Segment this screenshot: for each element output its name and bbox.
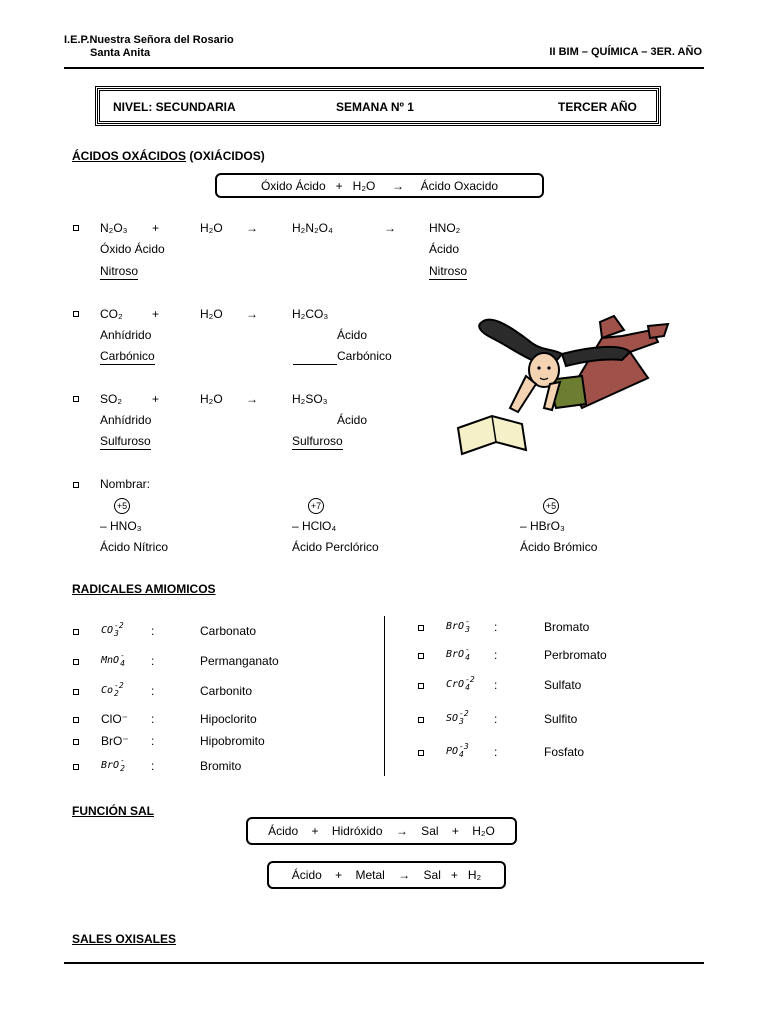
bullet: [73, 225, 79, 231]
banner-semana: SEMANA Nº 1: [336, 100, 414, 114]
bullet: [73, 311, 79, 317]
separator: :: [151, 712, 155, 726]
oxide-name: Anhídrido: [100, 413, 152, 427]
arrow: →: [246, 221, 258, 235]
bullet: [418, 750, 424, 756]
product-acid: H₂SO₃: [292, 392, 328, 406]
bullet: [418, 683, 424, 689]
blank-underline: [293, 364, 337, 365]
header-divider: [64, 67, 704, 69]
radical-name: Sulfito: [544, 712, 578, 726]
general-equation-box: Óxido Ácido + H₂O → Ácido Oxacido: [215, 173, 544, 198]
section-title-sales-oxisales: [72, 932, 176, 946]
oxide-name-suffix: Nitroso: [100, 264, 139, 278]
bullet: [418, 717, 424, 723]
bullet: [73, 764, 79, 770]
oxidation-state-badge: +7: [308, 498, 324, 514]
radical-name: Permanganato: [200, 654, 279, 668]
column-divider: [384, 616, 385, 776]
separator: :: [494, 620, 498, 634]
separator: :: [494, 648, 498, 662]
acid-formula: – HBrO₃: [520, 519, 565, 533]
school-campus: Santa Anita: [90, 47, 151, 59]
reactant-water: H₂O: [200, 221, 223, 235]
radical-name: Hipoclorito: [200, 712, 257, 726]
radical-formula: CO -2 3: [101, 621, 124, 638]
radical-name: Carbonato: [200, 624, 257, 638]
reactant-water: H₂O: [200, 307, 223, 321]
bullet: [73, 689, 79, 695]
section-title-funcion-sal: [72, 804, 154, 818]
separator: :: [494, 745, 498, 759]
section-title-main: ÁCIDOS OXÁCIDOS: [72, 149, 187, 163]
acid-name: Ácido: [429, 242, 460, 256]
oxide-name: Óxido Ácido: [100, 242, 165, 256]
plus-sign: +: [152, 221, 160, 235]
acid-formula: – HNO₃: [100, 519, 142, 533]
separator: :: [151, 734, 155, 748]
school-name: I.E.P.Nuestra Señora del Rosario: [64, 34, 234, 46]
reactant-oxide: SO₂: [100, 392, 122, 406]
acid-name-suffix: Carbónico: [337, 349, 392, 363]
radical-formula: BrO⁻: [101, 734, 129, 748]
bullet: [73, 739, 79, 745]
acid-name-suffix: Nitroso: [429, 264, 468, 278]
acid-name: Ácido Perclórico: [292, 540, 379, 554]
salt-equation-metal: Ácido + Metal → Sal + H₂: [267, 861, 506, 889]
school-header: [64, 34, 234, 60]
section-title-sub: (OXIÁCIDOS): [189, 149, 265, 163]
banner-grado: TERCER AÑO: [558, 100, 637, 114]
radical-name: Sulfato: [544, 678, 582, 692]
bullet: [73, 396, 79, 402]
bullet: [73, 659, 79, 665]
radical-formula: CrO -2 4: [446, 675, 475, 692]
reactant-oxide: N₂O₃: [100, 221, 128, 235]
bullet: [73, 482, 79, 488]
separator: :: [151, 654, 155, 668]
radical-formula: BrO - 3: [446, 617, 470, 634]
bullet: [73, 629, 79, 635]
salt-equation-hydroxide: Ácido + Hidróxido → Sal + H₂O: [246, 817, 517, 845]
acid-name: Ácido: [337, 413, 368, 427]
separator: :: [151, 684, 155, 698]
radical-name: Fosfato: [544, 745, 585, 759]
reactant-water: H₂O: [200, 392, 223, 406]
separator: :: [151, 624, 155, 638]
acid-formula: – HClO₄: [292, 519, 337, 533]
course-label: II BIM – QUÍMICA – 3ER. AÑO: [549, 46, 702, 58]
oxidation-state-badge: +5: [114, 498, 130, 514]
oxide-name-suffix: Sulfuroso: [100, 434, 151, 448]
radical-name: Bromito: [200, 759, 242, 773]
acid-name: Ácido Brómico: [520, 540, 598, 554]
plus-sign: +: [152, 307, 160, 321]
acid-name: Ácido: [337, 328, 368, 342]
oxide-name-suffix: Carbónico: [100, 349, 155, 363]
acid-name-suffix: Sulfuroso: [292, 434, 343, 448]
section-title-acidos: [72, 149, 265, 163]
bullet: [418, 625, 424, 631]
separator: :: [494, 712, 498, 726]
radical-name: Bromato: [544, 620, 590, 634]
level-banner: [97, 88, 659, 124]
arrow: →: [246, 307, 258, 321]
arrow: →: [246, 392, 258, 406]
product-acid: H₂CO₃: [292, 307, 329, 321]
section-title-text: SALES OXISALES: [72, 932, 177, 946]
girl-reading-illustration: [452, 308, 674, 464]
radical-name: Perbromato: [544, 648, 607, 662]
separator: :: [494, 678, 498, 692]
section-title-text: FUNCIÓN SAL: [72, 804, 154, 818]
arrow: →: [384, 221, 396, 235]
footer-divider: [64, 962, 704, 964]
plus-sign: +: [152, 392, 160, 406]
radical-name: Hipobromito: [200, 734, 265, 748]
acid-name: Ácido Nítrico: [100, 540, 169, 554]
nombrar-label: Nombrar:: [100, 477, 151, 491]
oxide-name: Anhídrido: [100, 328, 152, 342]
radical-name: Carbonito: [200, 684, 253, 698]
radical-formula: PO -3 4: [446, 742, 469, 759]
radical-formula: SO -2 3: [446, 709, 469, 726]
radical-formula: BrO - 4: [446, 645, 470, 662]
section-title-text: RADICALES AMIOMICOS: [72, 582, 216, 596]
product-intermediate: H₂N₂O₄: [292, 221, 333, 235]
radical-formula: ClO⁻: [101, 712, 128, 726]
bullet: [418, 653, 424, 659]
radical-formula: MnO - 4: [101, 651, 125, 668]
product-acid: HNO₂: [429, 221, 461, 235]
separator: :: [151, 759, 155, 773]
bullet: [73, 717, 79, 723]
section-title-radicales: [72, 582, 216, 596]
oxidation-state-badge: +5: [543, 498, 559, 514]
radical-formula: Co -2 2: [101, 681, 124, 698]
banner-nivel: NIVEL: SECUNDARIA: [113, 100, 236, 114]
radical-formula: BrO - 2: [101, 756, 125, 773]
reactant-oxide: CO₂: [100, 307, 123, 321]
